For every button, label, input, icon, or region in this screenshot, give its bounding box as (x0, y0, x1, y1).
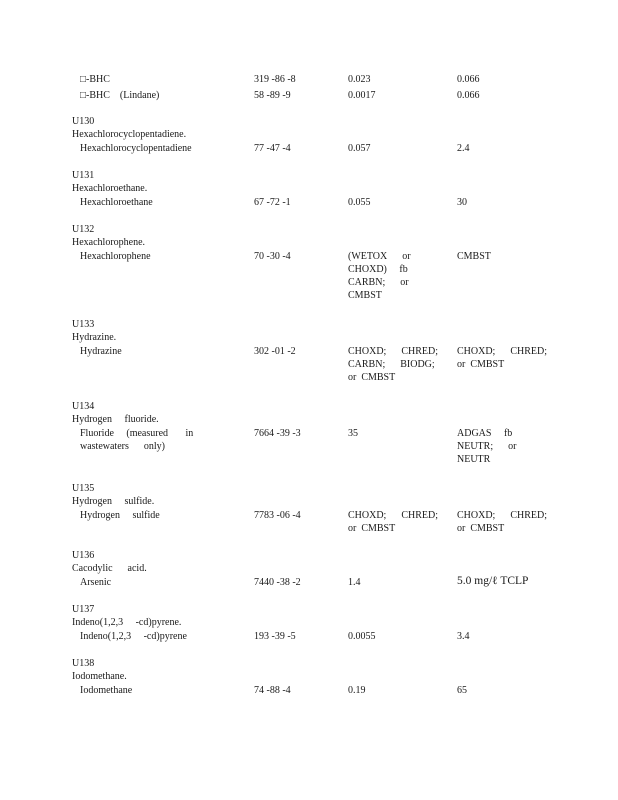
waste-code: U132 (72, 224, 95, 235)
wastewater-standard: 1.4 (348, 577, 361, 588)
waste-name: Hexachloroethane. (72, 183, 148, 194)
cas-number: 319 -86 -8 (254, 74, 296, 85)
constituent-name: Hexachlorocyclopentadiene (80, 143, 192, 154)
constituent-name: Arsenic (80, 577, 112, 588)
waste-name: Cacodylic acid. (72, 563, 147, 574)
nonwastewater-standard: 0.066 (457, 74, 480, 85)
nonwastewater-standard: 0.066 (457, 90, 480, 101)
cas-number: 74 -88 -4 (254, 685, 291, 696)
wastewater-standard: 0.0017 (348, 90, 376, 101)
waste-code: U131 (72, 170, 95, 181)
cas-number: 58 -89 -9 (254, 90, 291, 101)
wastewater-standard: or CMBST (348, 523, 396, 534)
wastewater-standard: CARBN; BIODG; (348, 359, 435, 370)
waste-name: Hexachlorophene. (72, 237, 146, 248)
nonwastewater-standard: 65 (457, 685, 467, 696)
wastewater-standard: 0.19 (348, 685, 366, 696)
cas-number: 7783 -06 -4 (254, 510, 301, 521)
wastewater-standard: (WETOX or (348, 251, 411, 262)
waste-name: Hydrogen fluoride. (72, 414, 159, 425)
nonwastewater-standard: NEUTR (457, 454, 491, 465)
wastewater-standard: CHOXD; CHRED; (348, 346, 439, 357)
waste-code: U133 (72, 319, 95, 330)
nonwastewater-standard: 2.4 (457, 143, 470, 154)
constituent-name: Iodomethane (80, 685, 133, 696)
waste-name: Hexachlorocyclopentadiene. (72, 129, 187, 140)
waste-name: Indeno(1,2,3 -cd)pyrene. (72, 617, 182, 628)
cas-number: 302 -01 -2 (254, 346, 296, 357)
wastewater-standard: CHOXD; CHRED; (348, 510, 439, 521)
cas-number: 7664 -39 -3 (254, 428, 301, 439)
waste-name: Iodomethane. (72, 671, 127, 682)
wastewater-standard: CARBN; or (348, 277, 409, 288)
waste-code: U138 (72, 658, 95, 669)
nonwastewater-standard: 30 (457, 197, 467, 208)
wastewater-standard: CHOXD) fb (348, 264, 408, 275)
waste-code: U136 (72, 550, 95, 561)
nonwastewater-standard: 3.4 (457, 631, 470, 642)
waste-name: Hydrazine. (72, 332, 117, 343)
nonwastewater-standard: CMBST (457, 251, 491, 262)
waste-code: U137 (72, 604, 95, 615)
nonwastewater-standard: CHOXD; CHRED; (457, 510, 548, 521)
waste-code: U135 (72, 483, 95, 494)
wastewater-standard: 0.055 (348, 197, 371, 208)
nonwastewater-standard: NEUTR; or (457, 441, 517, 452)
constituent-name: Indeno(1,2,3 -cd)pyrene (80, 631, 187, 642)
wastewater-standard: 0.0055 (348, 631, 376, 642)
cas-number: 193 -39 -5 (254, 631, 296, 642)
constituent-name: Hexachloroethane (80, 197, 153, 208)
cas-number: 77 -47 -4 (254, 143, 291, 154)
nonwastewater-standard: 5.0 mg/ℓ TCLP (457, 575, 529, 587)
nonwastewater-standard: ADGAS fb (457, 428, 513, 439)
nonwastewater-standard: or CMBST (457, 523, 505, 534)
constituent-name: Hydrogen sulfide (80, 510, 160, 521)
waste-code: U134 (72, 401, 95, 412)
cas-number: 67 -72 -1 (254, 197, 291, 208)
cas-number: 70 -30 -4 (254, 251, 291, 262)
waste-name: Hydrogen sulfide. (72, 496, 155, 507)
constituent-name: Hexachlorophene (80, 251, 151, 262)
waste-code: U130 (72, 116, 95, 127)
wastewater-standard: or CMBST (348, 372, 396, 383)
wastewater-standard: CMBST (348, 290, 382, 301)
cas-number: 7440 -38 -2 (254, 577, 301, 588)
constituent-name: □-BHC (80, 74, 110, 85)
nonwastewater-standard: or CMBST (457, 359, 505, 370)
nonwastewater-standard: CHOXD; CHRED; (457, 346, 548, 357)
constituent-name: □-BHC (Lindane) (80, 90, 160, 101)
wastewater-standard: 0.023 (348, 74, 371, 85)
constituent-name: wastewaters only) (80, 441, 165, 452)
wastewater-standard: 35 (348, 428, 358, 439)
constituent-name: Hydrazine (80, 346, 122, 357)
wastewater-standard: 0.057 (348, 143, 371, 154)
constituent-name: Fluoride (measured in (80, 428, 194, 439)
